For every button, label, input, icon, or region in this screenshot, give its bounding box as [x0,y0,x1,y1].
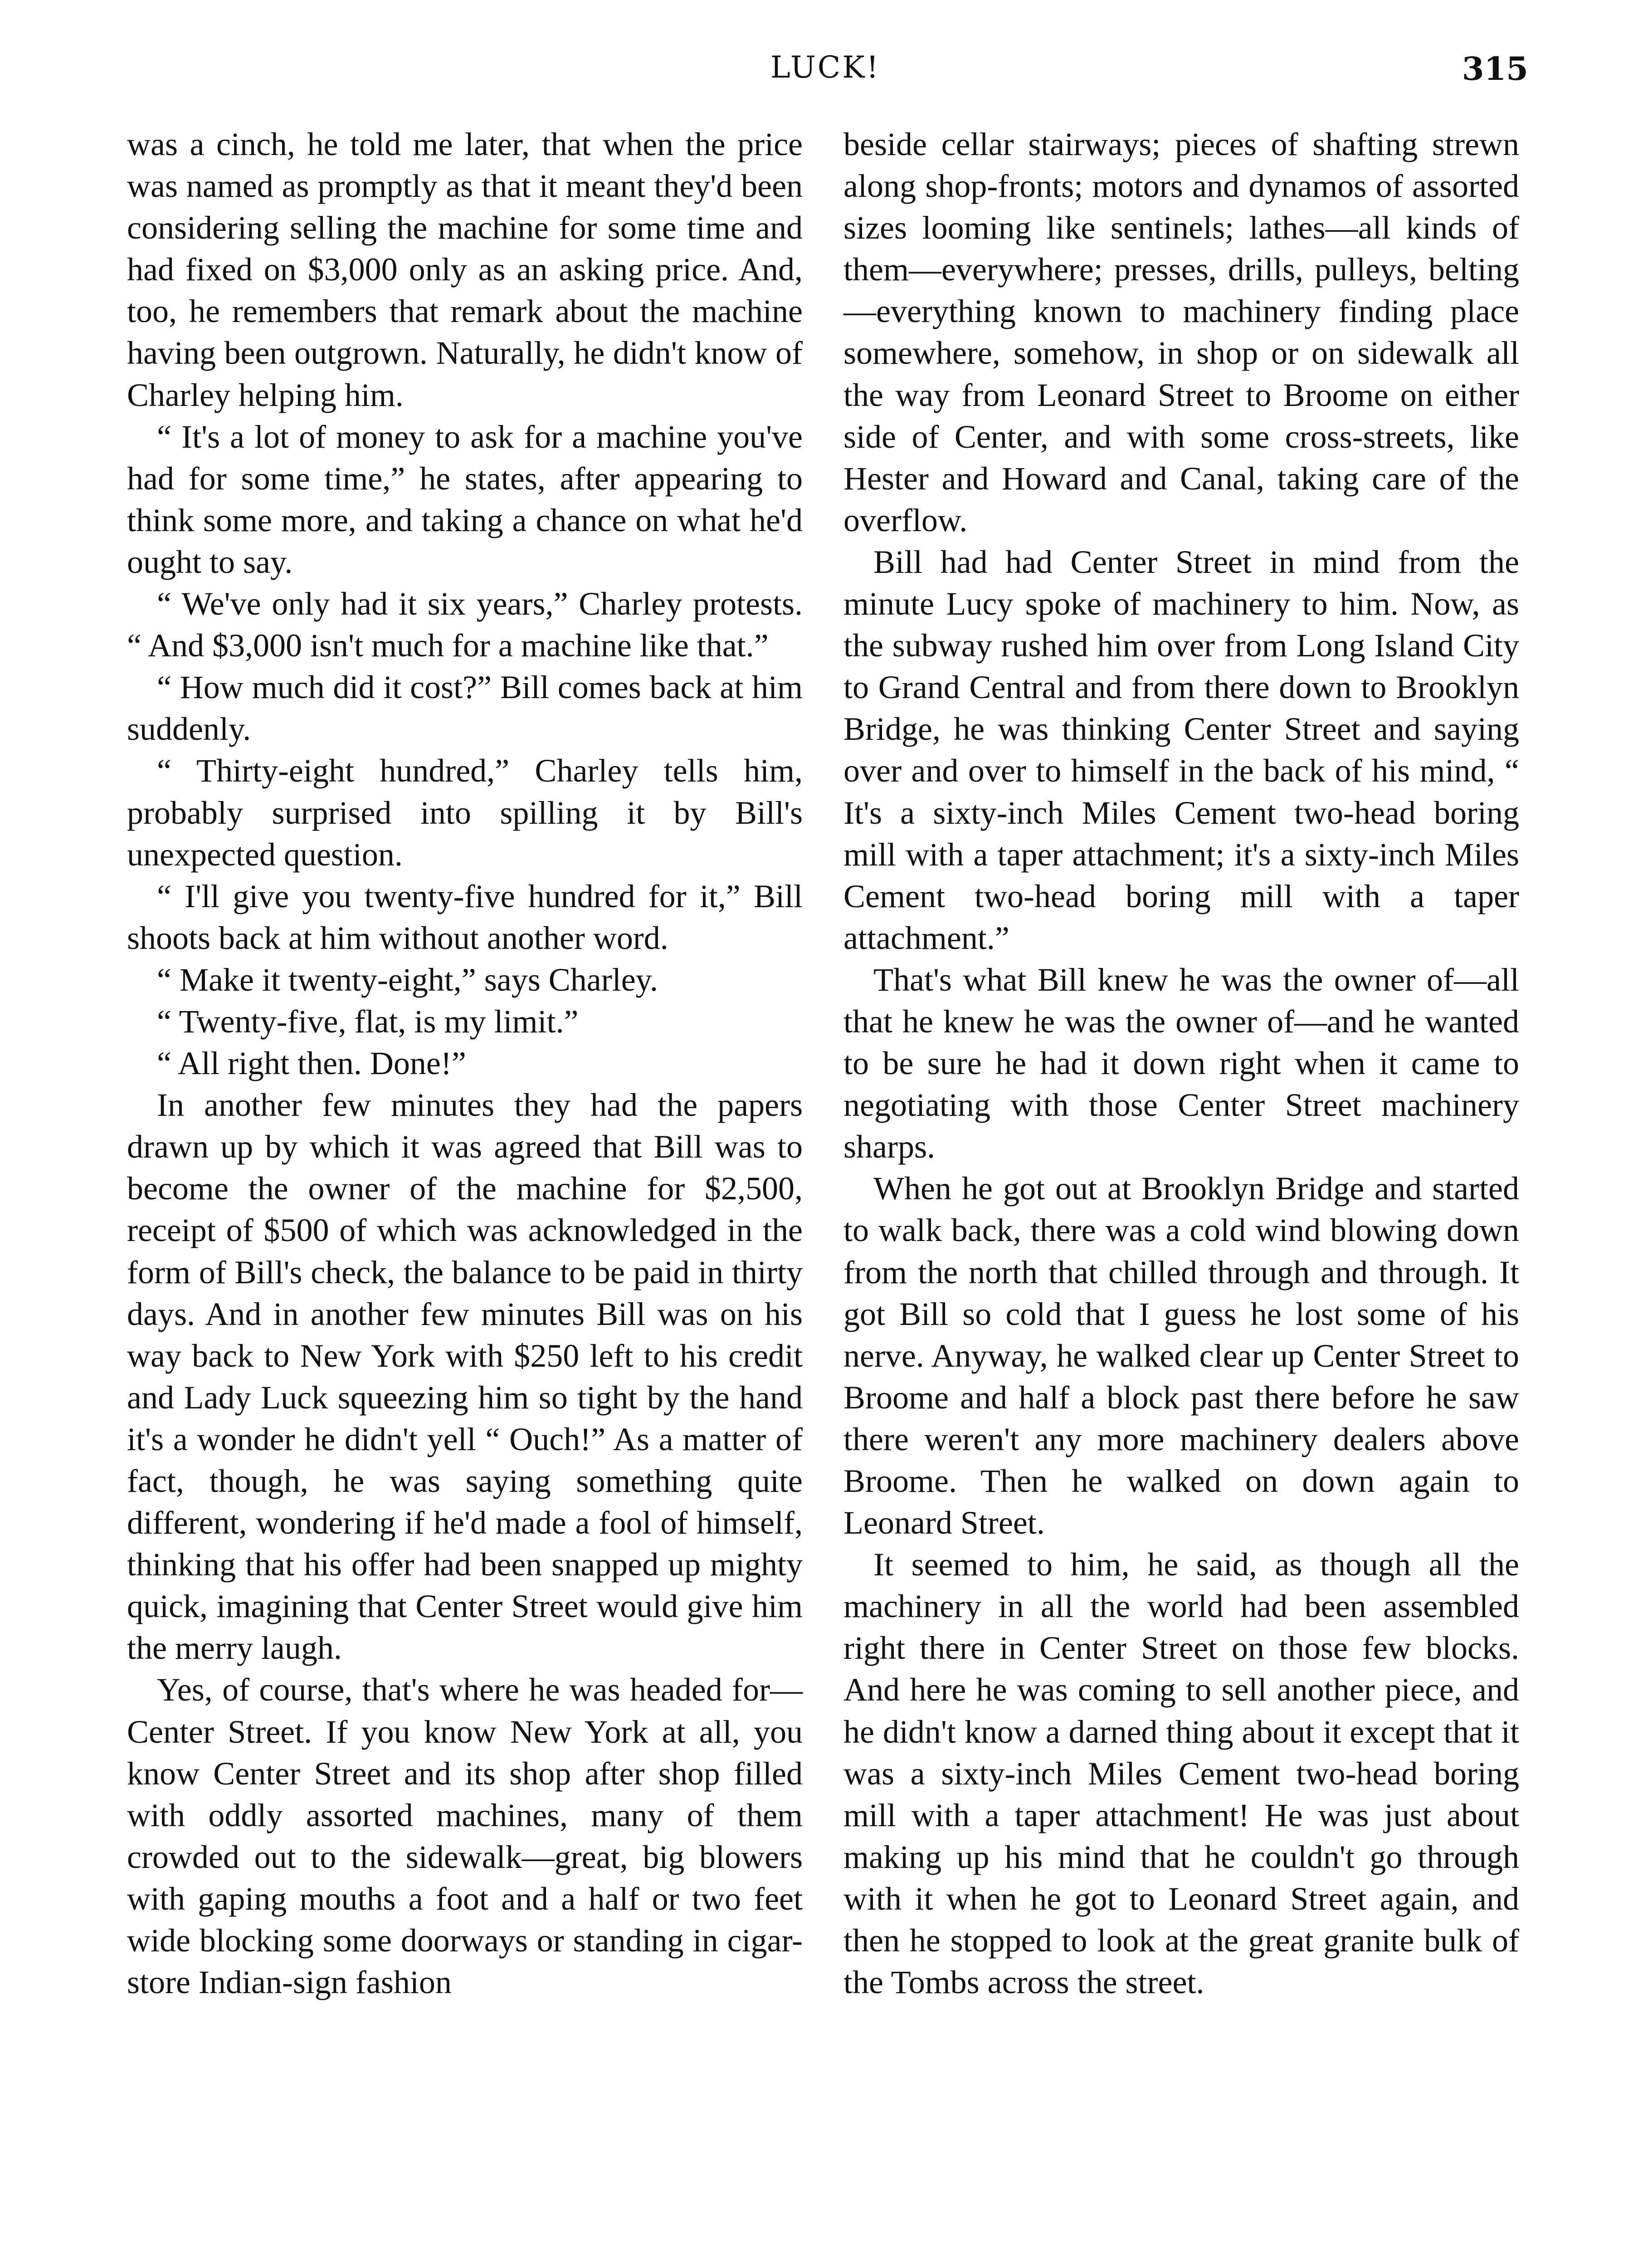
paragraph: “ How much did it cost?” Bill comes back at him suddenly. [127,669,803,748]
running-title: LUCK! [770,50,881,85]
paragraph: “ I'll give you twenty-five hundred for it,” Bill shoots back at him without another word. [127,878,803,956]
paragraph: It seemed to him, he said, as though all the machinery in all the world had been assembled right there in Center Street on those few blocks. And here he was coming to sell another piece, and he didn't know a darned thing about it except that it was a sixty-inch Miles Cement two-head boring mill with a taper attachment! He was just about making up his mind that he couldn't go through with it when he got to Leonard Street again, and then he stopped to look at the great granite bulk of the Tombs across the street. [843,1546,1519,2001]
paragraph: beside cellar stairways; pieces of shafting strewn along shop-fronts; motors and dynamos of assorted sizes looming like sentinels; lathes—all kinds of them—everywhere; presses, drills, pulleys, belting—everything known to machinery finding place somewhere, somehow, in shop or on sidewalk all the way from Leonard Street to Broome on either side of Center, and with some cross-streets, like Hester and Howard and Canal, taking care of the overflow. [843,126,1519,538]
paragraph: “ We've only had it six years,” Charley protests. “ And $3,000 isn't much for a machine like that.” [127,586,803,664]
right-column [843,123,1519,2003]
paragraph: In another few minutes they had the papers drawn up by which it was agreed that Bill was to become the owner of the machine for $2,500, receipt of $500 of which was acknowledged in the form of Bill's check, the balance to be paid in thirty days. And in another few minutes Bill was on his way back to New York with $250 left to his credit and Lady Luck squeezing him so tight by the hand it's a wonder he didn't yell “ Ouch!” As a matter of fact, though, he was saying something quite different, wondering if he'd made a fool of himself, thinking that his offer had been snapped up mighty quick, imagining that Center Street would give him the merry laugh. [127,1087,803,1667]
paragraph: “ It's a lot of money to ask for a machine you've had for some time,” he states, after appearing to think some more, and taking a chance on what he'd ought to say. [127,418,803,580]
paragraph: “ Twenty-five, flat, is my limit.” [157,1003,579,1040]
left-column [127,123,803,2003]
page-number: 315 [1462,50,1528,88]
paragraph: When he got out at Brooklyn Bridge and started to walk back, there was a cold wind blowing down from the north that chilled through and through. It got Bill so cold that I guess he lost some of his nerve. Anyway, he walked clear up Center Street to Broome and half a block past there before he saw there weren't any more machinery dealers above Broome. Then he walked on down again to Leonard Street. [843,1170,1519,1541]
paragraph: Yes, of course, that's where he was headed for—Center Street. If you know New York at all, you know Center Street and its shop after shop filled with oddly assorted machines, many of them crowded out to the sidewalk—great, big blowers with gaping mouths a foot and a half or two feet wide blocking some doorways or standing in cigar-store Indian-sign fashion [127,1672,803,2001]
page-header [122,50,1528,104]
paragraph: “ All right then. Done!” [157,1045,466,1082]
paragraph: “ Make it twenty-eight,” says Charley. [157,961,658,998]
paragraph: Bill had had Center Street in mind from the minute Lucy spoke of machinery to him. Now, as the subway rushed him over from Long Island City to Grand Central and from there down to Brooklyn Bridge, he was thinking Center Street and saying over and over to himself in the back of his mind, “ It's a sixty-inch Miles Cement two-head boring mill with a taper attachment; it's a sixty-inch Miles Cement two-head boring mill with a taper attachment.” [843,543,1519,956]
paragraph: was a cinch, he told me later, that when the price was named as promptly as that it meant they'd been considering selling the machine for some time and had fixed on $3,000 only as an asking price. And, too, he remembers that remark about the machine having been outgrown. Naturally, he didn't know of Charley helping him. [127,126,803,413]
paragraph: “ Thirty-eight hundred,” Charley tells him, probably surprised into spilling it by Bill's unexpected question. [127,753,803,873]
paragraph: That's what Bill knew he was the owner of—all that he knew he was the owner of—and he wanted to be sure he had it down right when it came to negotiating with those Center Street machinery sharps. [843,961,1519,1165]
